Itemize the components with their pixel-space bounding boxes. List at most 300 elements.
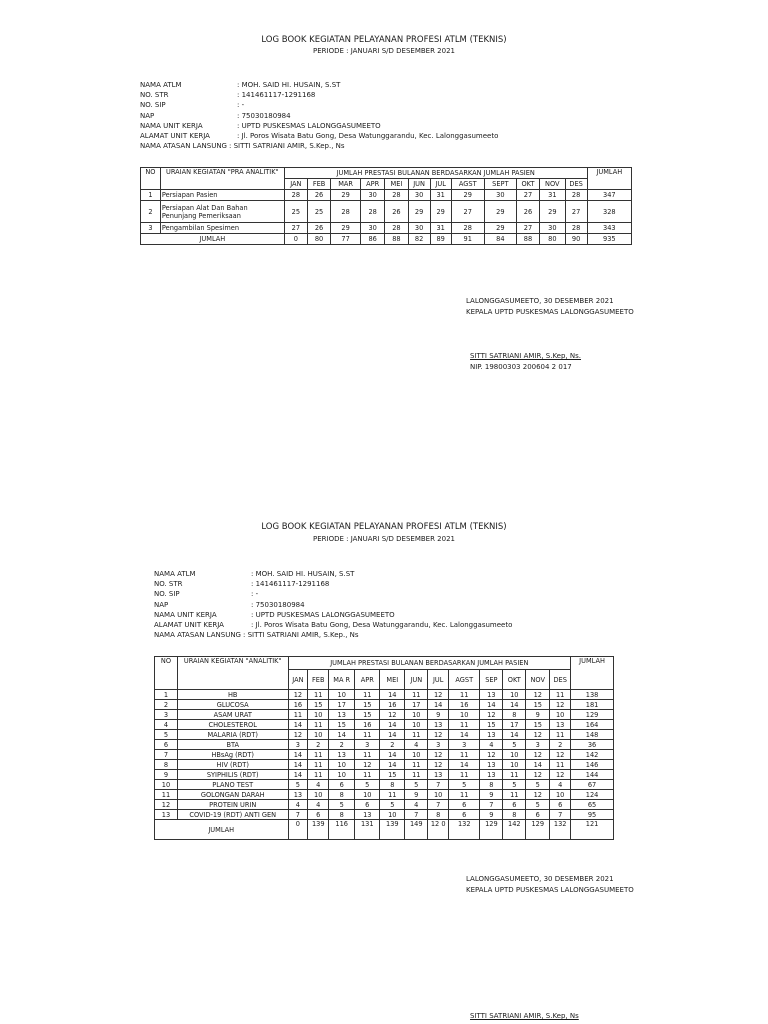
row-value: 14 — [480, 700, 503, 710]
row-value: 17 — [329, 700, 355, 710]
row-value: 26 — [307, 223, 330, 234]
row-total: 129 — [571, 710, 614, 720]
sum-value: 131 — [355, 820, 380, 840]
info-row — [154, 569, 512, 579]
row-value: 13 — [480, 690, 503, 700]
sum-value: 89 — [430, 234, 451, 245]
row-name: GLUCOSA — [177, 700, 288, 710]
sign-name: SITTI SATRIANI AMIR, S.Kep, Ns — [470, 1012, 579, 1020]
info-label: ALAMAT UNIT KERJA — [154, 621, 224, 630]
row-value: 12 — [526, 790, 550, 800]
row-value: 14 — [288, 770, 308, 780]
row-name: MALARIA (RDT) — [177, 730, 288, 740]
row-name: HIV (RDT) — [177, 760, 288, 770]
month-header: MAR — [331, 179, 361, 190]
row-value: 15 — [308, 700, 329, 710]
table-row — [155, 780, 614, 790]
row-value: 28 — [565, 223, 587, 234]
row-value: 8 — [329, 790, 355, 800]
signature-name-block-1 — [470, 351, 581, 373]
row-value: 31 — [430, 223, 451, 234]
row-value: 28 — [385, 223, 408, 234]
row-value: 5 — [329, 800, 355, 810]
row-value: 11 — [308, 760, 329, 770]
row-value: 12 — [428, 690, 449, 700]
table-row — [141, 201, 632, 223]
row-value: 11 — [405, 760, 428, 770]
row-value: 15 — [526, 720, 550, 730]
row-value: 6 — [449, 810, 480, 820]
row-value: 30 — [484, 190, 516, 201]
col-header-total: JUMLAH — [587, 168, 631, 190]
row-value: 4 — [308, 800, 329, 810]
sign-position: KEPALA UPTD PUSKESMAS LALONGGASUMEETO — [466, 308, 634, 316]
info-label: NAP — [154, 600, 169, 609]
sign-position: KEPALA UPTD PUSKESMAS LALONGGASUMEETO — [466, 886, 634, 894]
row-value: 10 — [503, 750, 526, 760]
row-value: 13 — [550, 720, 571, 730]
row-value: 16 — [288, 700, 308, 710]
col-header-prestasi: JUMLAH PRESTASI BULANAN BERDASARKAN JUMLAH PASIEN — [284, 168, 587, 179]
table-row — [155, 730, 614, 740]
sum-value: 90 — [565, 234, 587, 245]
info-row — [154, 630, 512, 640]
sum-value: 129 — [526, 820, 550, 840]
row-value: 11 — [405, 730, 428, 740]
row-value: 12 — [550, 700, 571, 710]
row-value: 11 — [503, 790, 526, 800]
row-value: 8 — [380, 780, 405, 790]
row-value: 10 — [329, 690, 355, 700]
row-name: ASAM URAT — [177, 710, 288, 720]
info-block-2 — [154, 569, 512, 640]
row-value: 13 — [329, 750, 355, 760]
signature-block-1 — [466, 296, 634, 318]
row-name: SYIPHILIS (RDT) — [177, 770, 288, 780]
row-value: 29 — [430, 201, 451, 223]
info-row — [154, 600, 512, 610]
row-value: 12 — [428, 760, 449, 770]
page-title-2: LOG BOOK KEGIATAN PELAYANAN PROFESI ATLM (TEKNIS) — [261, 522, 507, 532]
row-name: HBsAg (RDT) — [177, 750, 288, 760]
row-value: 11 — [380, 790, 405, 800]
col-header-no: NO — [155, 657, 178, 690]
row-value: 13 — [288, 790, 308, 800]
row-total: 146 — [571, 760, 614, 770]
row-value: 15 — [380, 770, 405, 780]
row-value: 10 — [503, 760, 526, 770]
info-label: ALAMAT UNIT KERJA — [140, 132, 210, 141]
row-value: 4 — [405, 740, 428, 750]
row-no: 11 — [155, 790, 178, 800]
month-header: OKT — [516, 179, 539, 190]
info-value: : - — [237, 101, 245, 110]
row-value: 17 — [503, 720, 526, 730]
row-name: Pengambilan Spesimen — [160, 223, 284, 234]
month-header: JUL — [430, 179, 451, 190]
row-value: 26 — [516, 201, 539, 223]
row-value: 25 — [307, 201, 330, 223]
row-value: 14 — [503, 730, 526, 740]
row-value: 31 — [540, 190, 565, 201]
month-header: NOV — [526, 670, 550, 690]
row-value: 5 — [449, 780, 480, 790]
sum-total: 121 — [571, 820, 614, 840]
row-value: 10 — [308, 790, 329, 800]
row-name: PROTEIN URIN — [177, 800, 288, 810]
row-value: 6 — [449, 800, 480, 810]
info-row — [154, 610, 512, 620]
row-value: 6 — [526, 810, 550, 820]
sum-row — [155, 820, 614, 840]
info-value: : UPTD PUSKESMAS LALONGGASUMEETO — [251, 610, 395, 619]
row-value: 11 — [355, 770, 380, 780]
sum-value: 77 — [331, 234, 361, 245]
row-value: 14 — [288, 760, 308, 770]
row-value: 12 — [288, 690, 308, 700]
row-name: PLANO TEST — [177, 780, 288, 790]
row-no: 6 — [155, 740, 178, 750]
table-row — [155, 800, 614, 810]
row-value: 6 — [308, 810, 329, 820]
row-name: CHOLESTEROL — [177, 720, 288, 730]
row-value: 11 — [449, 770, 480, 780]
row-value: 31 — [430, 190, 451, 201]
month-header: NOV — [540, 179, 565, 190]
row-value: 9 — [480, 810, 503, 820]
col-header-prestasi: JUMLAH PRESTASI BULANAN BERDASARKAN JUMLAH PASIEN — [288, 657, 571, 670]
info-row — [154, 620, 512, 630]
row-value: 11 — [550, 690, 571, 700]
month-header: FEB — [308, 670, 329, 690]
row-no: 9 — [155, 770, 178, 780]
row-name: HB — [177, 690, 288, 700]
row-name: GOLONGAN DARAH — [177, 790, 288, 800]
row-value: 5 — [503, 780, 526, 790]
row-value: 28 — [361, 201, 385, 223]
row-value: 9 — [405, 790, 428, 800]
row-value: 14 — [428, 700, 449, 710]
row-value: 2 — [380, 740, 405, 750]
info-value: : UPTD PUSKESMAS LALONGGASUMEETO — [237, 121, 381, 130]
row-value: 26 — [307, 190, 330, 201]
row-value: 25 — [284, 201, 307, 223]
row-value: 10 — [428, 790, 449, 800]
table-row — [155, 710, 614, 720]
month-header: JAN — [288, 670, 308, 690]
row-value: 5 — [380, 800, 405, 810]
month-header: AGST — [451, 179, 484, 190]
sum-value: 139 — [308, 820, 329, 840]
sum-value: 84 — [484, 234, 516, 245]
row-value: 10 — [405, 750, 428, 760]
row-no: 2 — [141, 201, 161, 223]
row-value: 5 — [503, 740, 526, 750]
page-title-1: LOG BOOK KEGIATAN PELAYANAN PROFESI ATLM (TEKNIS) — [261, 35, 507, 45]
info-row — [140, 111, 498, 121]
table-row — [155, 790, 614, 800]
month-header: JUN — [405, 670, 428, 690]
row-value: 7 — [428, 800, 449, 810]
info-value: : 141461117-1291168 — [251, 580, 330, 589]
row-value: 28 — [284, 190, 307, 201]
row-value: 14 — [449, 760, 480, 770]
row-value: 12 — [380, 710, 405, 720]
info-value: : Jl. Poros Wisata Batu Gong, Desa Watunggarandu, Kec. Lalonggasumeeto — [251, 621, 513, 630]
info-value: : 75030180984 — [237, 111, 291, 120]
row-value: 14 — [503, 700, 526, 710]
info-value: : - — [251, 590, 259, 599]
info-row — [140, 121, 498, 131]
row-value: 12 — [288, 730, 308, 740]
info-label: NAP — [140, 111, 155, 120]
row-value: 27 — [284, 223, 307, 234]
info-value: : SITTI SATRIANI AMIR, S.Kep., Ns — [242, 631, 359, 640]
sum-value: 82 — [408, 234, 430, 245]
row-value: 11 — [355, 690, 380, 700]
table-row — [155, 720, 614, 730]
sum-value: 116 — [329, 820, 355, 840]
info-row — [140, 90, 498, 100]
info-value: : 141461117-1291168 — [237, 91, 316, 100]
table-row — [155, 740, 614, 750]
sum-value: 149 — [405, 820, 428, 840]
row-no: 10 — [155, 780, 178, 790]
info-row — [140, 131, 498, 141]
sum-value: 88 — [385, 234, 408, 245]
row-value: 6 — [503, 800, 526, 810]
row-value: 13 — [480, 730, 503, 740]
row-value: 13 — [355, 810, 380, 820]
row-value: 5 — [405, 780, 428, 790]
row-value: 12 — [428, 750, 449, 760]
row-value: 14 — [288, 750, 308, 760]
row-value: 4 — [308, 780, 329, 790]
row-no: 5 — [155, 730, 178, 740]
row-value: 11 — [288, 710, 308, 720]
month-header: SEPT — [484, 179, 516, 190]
row-total: 164 — [571, 720, 614, 730]
row-value: 29 — [331, 223, 361, 234]
row-value: 15 — [355, 710, 380, 720]
row-value: 3 — [449, 740, 480, 750]
row-value: 30 — [408, 190, 430, 201]
info-value: : SITTI SATRIANI AMIR, S.Kep., Ns — [228, 142, 345, 151]
row-total: 65 — [571, 800, 614, 810]
row-total: 95 — [571, 810, 614, 820]
row-value: 8 — [503, 810, 526, 820]
sign-place-date: LALONGGASUMEETO, 30 DESEMBER 2021 — [466, 875, 614, 883]
row-value: 14 — [449, 730, 480, 740]
row-value: 12 — [480, 750, 503, 760]
row-value: 14 — [380, 750, 405, 760]
col-header-no: NO — [141, 168, 161, 190]
row-value: 29 — [484, 223, 516, 234]
row-value: 15 — [329, 720, 355, 730]
row-total: 148 — [571, 730, 614, 740]
row-value: 10 — [329, 770, 355, 780]
row-value: 30 — [408, 223, 430, 234]
col-header-uraian: URAIAN KEGIATAN "ANALITIK" — [177, 657, 288, 690]
row-value: 4 — [480, 740, 503, 750]
row-value: 13 — [428, 720, 449, 730]
row-no: 1 — [141, 190, 161, 201]
sum-value: 80 — [540, 234, 565, 245]
row-value: 5 — [355, 780, 380, 790]
month-header: FEB — [307, 179, 330, 190]
row-value: 4 — [288, 800, 308, 810]
sum-label: JUMLAH — [141, 234, 285, 245]
row-value: 28 — [451, 223, 484, 234]
info-value: : 75030180984 — [251, 600, 305, 609]
row-value: 14 — [329, 730, 355, 740]
info-label: NAMA UNIT KERJA — [154, 610, 217, 619]
info-row — [140, 141, 498, 151]
row-total: 142 — [571, 750, 614, 760]
info-row — [154, 589, 512, 599]
row-value: 3 — [526, 740, 550, 750]
row-value: 9 — [526, 710, 550, 720]
row-no: 3 — [155, 710, 178, 720]
info-label: NO. STR — [140, 91, 169, 100]
row-value: 14 — [380, 690, 405, 700]
row-value: 12 — [526, 690, 550, 700]
sum-value: 139 — [380, 820, 405, 840]
row-value: 6 — [329, 780, 355, 790]
row-value: 6 — [550, 800, 571, 810]
row-value: 15 — [480, 720, 503, 730]
row-value: 7 — [405, 810, 428, 820]
row-total: 343 — [587, 223, 631, 234]
sign-place-date: LALONGGASUMEETO, 30 DESEMBER 2021 — [466, 297, 614, 305]
row-total: 328 — [587, 201, 631, 223]
info-label: NAMA ATLM — [140, 81, 182, 89]
sum-value: 88 — [516, 234, 539, 245]
row-total: 347 — [587, 190, 631, 201]
month-header: SEP — [480, 670, 503, 690]
row-value: 2 — [550, 740, 571, 750]
row-no: 12 — [155, 800, 178, 810]
row-value: 5 — [288, 780, 308, 790]
row-value: 5 — [526, 780, 550, 790]
table-row — [155, 750, 614, 760]
row-value: 10 — [355, 790, 380, 800]
row-no: 2 — [155, 700, 178, 710]
month-header: MEI — [385, 179, 408, 190]
sum-value: 86 — [361, 234, 385, 245]
row-value: 3 — [288, 740, 308, 750]
row-value: 3 — [355, 740, 380, 750]
sum-row — [141, 234, 632, 245]
row-value: 12 — [428, 730, 449, 740]
row-value: 12 — [550, 750, 571, 760]
row-value: 12 — [355, 760, 380, 770]
row-value: 11 — [355, 750, 380, 760]
row-value: 30 — [361, 190, 385, 201]
month-header: JUN — [408, 179, 430, 190]
sign-nip: NIP. 19800303 200604 2 017 — [470, 363, 572, 371]
row-value: 27 — [516, 223, 539, 234]
month-header: APR — [361, 179, 385, 190]
row-value: 3 — [428, 740, 449, 750]
row-value: 4 — [405, 800, 428, 810]
sum-value: 0 — [284, 234, 307, 245]
sum-value: 0 — [288, 820, 308, 840]
table-row — [141, 190, 632, 201]
month-header: JAN — [284, 179, 307, 190]
row-value: 10 — [550, 790, 571, 800]
row-value: 11 — [308, 720, 329, 730]
row-value: 11 — [308, 770, 329, 780]
info-label: NO. SIP — [154, 590, 180, 599]
month-header: APR — [355, 670, 380, 690]
col-header-total: JUMLAH — [571, 657, 614, 690]
sum-value: 12 0 — [428, 820, 449, 840]
row-value: 14 — [380, 760, 405, 770]
row-no: 8 — [155, 760, 178, 770]
row-value: 10 — [503, 690, 526, 700]
table-row — [141, 223, 632, 234]
row-value: 12 — [526, 730, 550, 740]
row-value: 10 — [308, 730, 329, 740]
row-value: 4 — [550, 780, 571, 790]
info-label: NO. STR — [154, 580, 183, 589]
table-row — [155, 760, 614, 770]
row-value: 12 — [526, 750, 550, 760]
row-total: 181 — [571, 700, 614, 710]
row-no: 3 — [141, 223, 161, 234]
row-value: 9 — [480, 790, 503, 800]
row-value: 30 — [361, 223, 385, 234]
row-value: 27 — [516, 190, 539, 201]
info-value: : Jl. Poros Wisata Batu Gong, Desa Watunggarandu, Kec. Lalonggasumeeto — [237, 132, 499, 141]
month-header: OKT — [503, 670, 526, 690]
row-value: 10 — [449, 710, 480, 720]
log-table-pra-analitik — [140, 167, 632, 245]
row-name: Persiapan Pasien — [160, 190, 284, 201]
info-block-1 — [140, 80, 498, 151]
row-value: 7 — [480, 800, 503, 810]
info-label: NO. SIP — [140, 101, 166, 110]
row-name: Persiapan Alat Dan Bahan Penunjang Pemeriksaan — [160, 201, 284, 223]
row-value: 11 — [405, 770, 428, 780]
row-value: 14 — [380, 730, 405, 740]
sum-value: 142 — [503, 820, 526, 840]
sum-value: 129 — [480, 820, 503, 840]
row-value: 29 — [331, 190, 361, 201]
row-value: 8 — [480, 780, 503, 790]
row-value: 11 — [550, 760, 571, 770]
row-value: 12 — [526, 770, 550, 780]
row-value: 11 — [550, 730, 571, 740]
row-value: 29 — [540, 201, 565, 223]
info-value: : MOH. SAID HI. HUSAIN, S.ST — [251, 570, 355, 578]
info-label: NAMA ATLM — [154, 570, 196, 578]
row-value: 11 — [449, 750, 480, 760]
row-total: 36 — [571, 740, 614, 750]
sum-value: 80 — [307, 234, 330, 245]
row-value: 10 — [329, 760, 355, 770]
row-total: 124 — [571, 790, 614, 800]
col-header-uraian: URAIAN KEGIATAN "PRA ANALITIK" — [160, 168, 284, 190]
sum-value: 132 — [449, 820, 480, 840]
row-value: 28 — [385, 190, 408, 201]
info-label: NAMA ATASAN LANSUNG — [154, 631, 241, 640]
row-value: 15 — [526, 700, 550, 710]
row-value: 13 — [480, 760, 503, 770]
row-value: 11 — [405, 690, 428, 700]
table-row — [155, 690, 614, 700]
